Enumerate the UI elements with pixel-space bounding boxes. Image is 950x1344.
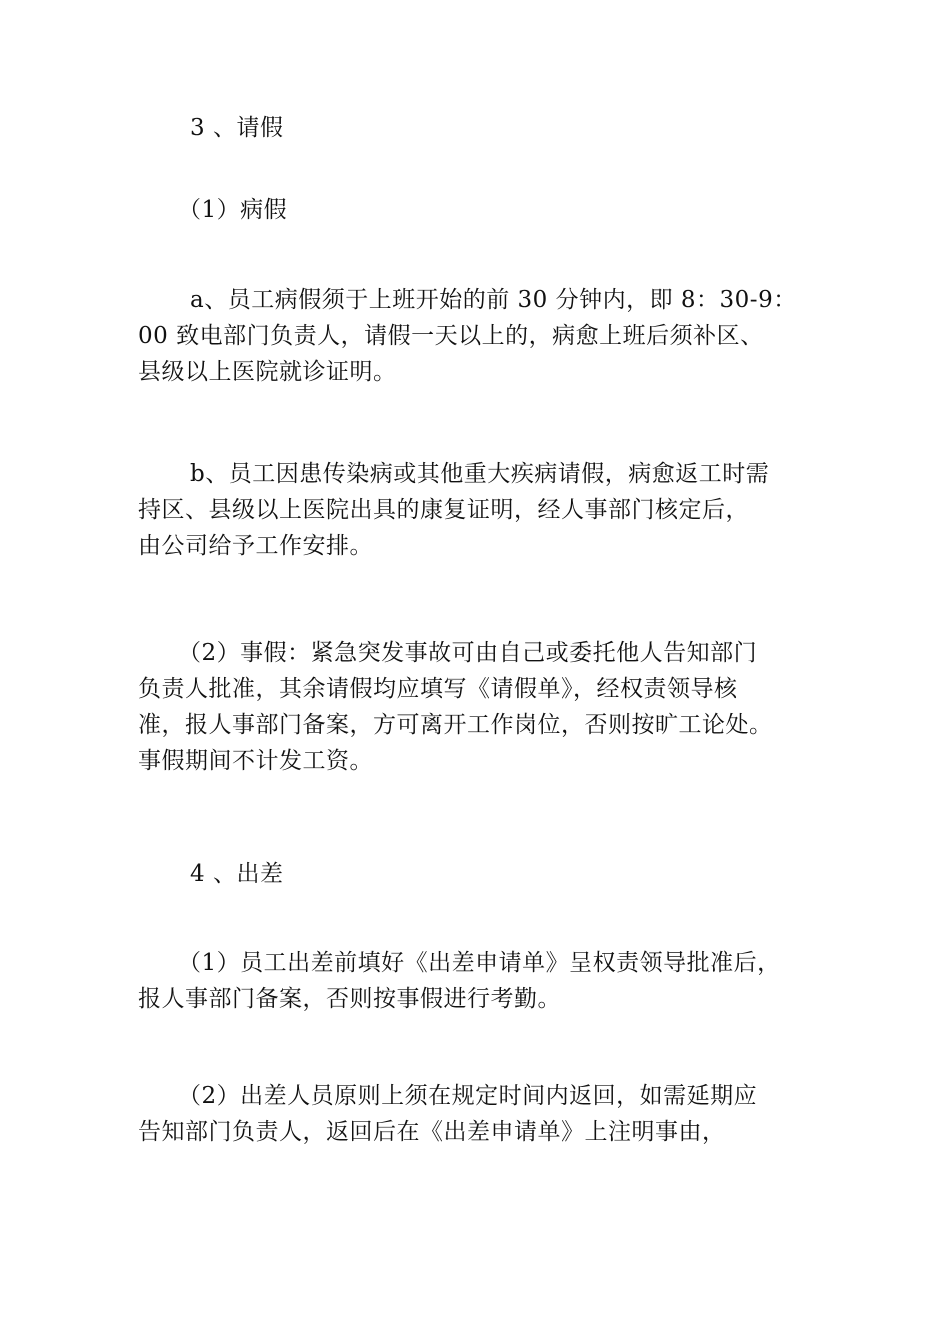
text-line: 告知部门负责人，返回后在《出差申请单》上注明事由， (138, 1119, 726, 1145)
text-line: 00 致电部门负责人，请假一天以上的，病愈上班后须补区、 (138, 323, 764, 349)
paragraph-trip-1 (138, 945, 838, 1017)
text-line: 事假期间不计发工资。 (138, 748, 373, 774)
paragraph-sick-leave-a (138, 282, 838, 390)
text-line: 4 、出差 (190, 861, 284, 887)
text-line: （2）事假：紧急突发事故可由自己或委托他人告知部门 (178, 640, 758, 666)
text-line: 县级以上医院就诊证明。 (138, 359, 397, 385)
text-line: 由公司给予工作安排。 (138, 533, 373, 559)
subheading-sick-leave (138, 192, 838, 228)
text-line: 3 、请假 (190, 115, 284, 141)
text-line: （1）病假 (178, 197, 288, 223)
text-line: 报人事部门备案，否则按事假进行考勤。 (138, 986, 561, 1012)
text-line: a、员工病假须于上班开始的前 30 分钟内，即 8：30-9： (190, 287, 797, 313)
text-line: （2）出差人员原则上须在规定时间内返回，如需延期应 (178, 1083, 758, 1109)
paragraph-trip-2 (138, 1078, 838, 1150)
section-heading-business-trip (138, 856, 838, 892)
text-line: 持区、县级以上医院出具的康复证明，经人事部门核定后， (138, 497, 749, 523)
text-line: （1）员工出差前填好《出差申请单》呈权责领导批准后， (178, 950, 781, 976)
text-line: 准，报人事部门备案，方可离开工作岗位，否则按旷工论处。 (138, 712, 773, 738)
paragraph-sick-leave-b (138, 456, 838, 564)
paragraph-personal-leave (138, 635, 838, 779)
text-line: 负责人批准，其余请假均应填写《请假单》，经权责领导核 (138, 676, 738, 702)
section-heading-leave (138, 110, 838, 146)
text-line: b、员工因患传染病或其他重大疾病请假，病愈返工时需 (190, 461, 770, 487)
